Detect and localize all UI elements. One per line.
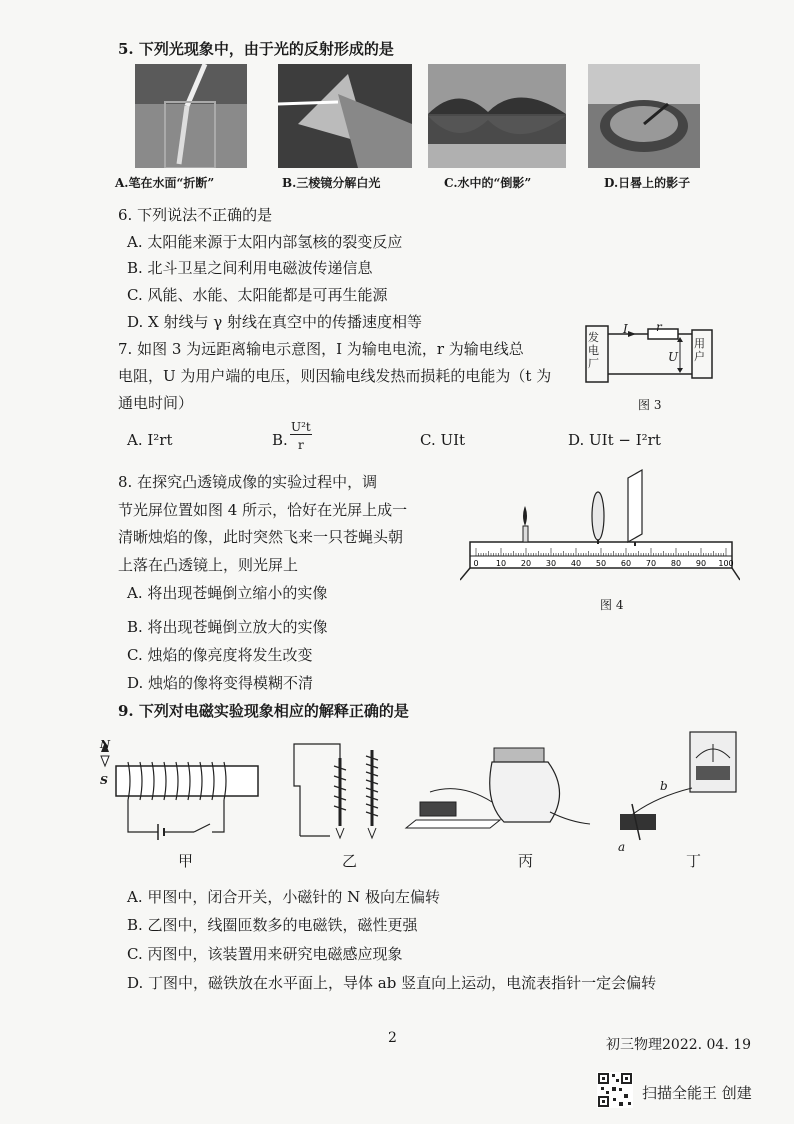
q9-option-c: C. 丙图中，该装置用来研究电磁感应现象 xyxy=(127,945,403,963)
q8-stem-line2: 节光屏位置如图 4 所示，恰好在光屏上成一 xyxy=(118,501,408,519)
scanner-watermark: 扫描全能王 创建 xyxy=(642,1084,752,1102)
qr-code-icon xyxy=(597,1072,633,1108)
q7-option-b-denominator: r xyxy=(298,438,304,452)
fig4-caption: 图 4 xyxy=(600,598,624,612)
ding-label-a: a xyxy=(618,840,626,854)
q8-stem-line3: 清晰烛焰的像，此时突然飞来一只苍蝇头朝 xyxy=(118,528,404,546)
q6-option-d: D. X 射线与 γ 射线在真空中的传播速度相等 xyxy=(127,313,422,331)
q6-stem: 6. 下列说法不正确的是 xyxy=(118,206,273,224)
fig9-label-bing: 丙 xyxy=(518,852,534,870)
q8-stem-line1: 8. 在探究凸透镜成像的实验过程中，调 xyxy=(118,473,378,491)
q8-option-c: C. 烛焰的像亮度将发生改变 xyxy=(127,646,313,664)
fig3-plant-label: 发电厂 xyxy=(588,331,599,370)
q6-option-a: A. 太阳能来源于太阳内部氢核的裂变反应 xyxy=(127,233,403,251)
q7-option-d: D. UIt − I²rt xyxy=(568,431,661,449)
fig3-user-label: 用户 xyxy=(694,337,705,363)
ding-label-b: b xyxy=(660,779,668,793)
q8-option-b: B. 将出现苍蝇倒立放大的实像 xyxy=(127,618,328,636)
q7-stem-line2: 电阻，U 为用户端的电压，则因输电线发热而损耗的电能为（t 为 xyxy=(118,367,552,385)
fig9-ding-galvanometer xyxy=(612,728,742,846)
page-number: 2 xyxy=(388,1030,397,1046)
photo-prism xyxy=(278,64,412,168)
q6-option-b: B. 北斗卫星之间利用电磁波传递信息 xyxy=(127,259,373,277)
q7-option-b-numerator: U²t xyxy=(291,420,311,434)
q7-stem-line1: 7. 如图 3 为远距离输电示意图，I 为输电电流，r 为输电线总 xyxy=(118,340,524,358)
fig9-label-jia: 甲 xyxy=(178,852,194,870)
q9-stem: 9. 下列对电磁实验现象相应的解释正确的是 xyxy=(118,702,409,720)
ruler-tick-label: 90 xyxy=(695,559,707,568)
reflection-illustration xyxy=(428,64,566,168)
figure-4-optical-bench xyxy=(460,466,740,586)
q9-option-d: D. 丁图中，磁铁放在水平面上，导体 ab 竖直向上运动，电流表指针一定会偏转 xyxy=(127,974,657,992)
q6-option-c: C. 风能、水能、太阳能都是可再生能源 xyxy=(127,286,388,304)
ruler-tick-label: 50 xyxy=(595,559,607,568)
fig9-yi-electromagnets xyxy=(290,736,400,846)
q5-option-b: B.三棱镜分解白光 xyxy=(282,176,381,190)
exam-tag: 初三物理2022. 04. 19 xyxy=(606,1037,752,1053)
ruler-tick-label: 70 xyxy=(645,559,657,568)
ruler-tick-label: 20 xyxy=(520,559,532,568)
ruler-tick-label: 10 xyxy=(495,559,507,568)
ruler-tick-label: 30 xyxy=(545,559,557,568)
prism-illustration xyxy=(278,64,412,168)
fig9-label-yi: 乙 xyxy=(342,852,358,870)
compass-s-label: S xyxy=(100,774,108,787)
q7-option-a: A. I²rt xyxy=(127,431,173,449)
ruler-tick-label: 0 xyxy=(473,559,479,568)
q5-option-d: D.日晷上的影子 xyxy=(604,176,691,190)
photo-reflection xyxy=(428,64,566,168)
q7-stem-line3: 通电时间） xyxy=(118,394,194,412)
compass-n-label: N xyxy=(100,738,111,751)
q5-option-a: A.笔在水面“折断” xyxy=(115,176,215,190)
q7-option-c: C. UIt xyxy=(420,431,466,449)
sundial-illustration xyxy=(588,64,700,168)
fig9-jia-solenoid xyxy=(98,736,268,846)
pencil-illustration xyxy=(135,64,247,168)
q5-option-c: C.水中的“倒影” xyxy=(444,176,532,190)
photo-sundial xyxy=(588,64,700,168)
q9-option-b: B. 乙图中，线圈匝数多的电磁铁，磁性更强 xyxy=(127,916,418,934)
ruler-tick-label: 40 xyxy=(570,559,582,568)
fig3-resistance-label: r xyxy=(656,320,662,334)
ruler-tick-label: 100 xyxy=(718,559,734,568)
q8-option-a: A. 将出现苍蝇倒立缩小的实像 xyxy=(127,584,328,602)
fig9-bing-apparatus xyxy=(400,742,600,846)
q5-stem: 5. 下列光现象中，由于光的反射形成的是 xyxy=(118,40,394,58)
photo-pencil-in-water xyxy=(135,64,247,168)
fig3-current-label: I xyxy=(623,322,628,336)
ruler-tick-label: 60 xyxy=(620,559,632,568)
ruler-tick-label: 80 xyxy=(670,559,682,568)
fig3-voltage-label: U xyxy=(668,350,679,364)
fig9-label-ding: 丁 xyxy=(686,852,702,870)
q9-option-a: A. 甲图中，闭合开关，小磁针的 N 极向左偏转 xyxy=(127,888,441,906)
q7-option-b-prefix: B. xyxy=(272,431,288,449)
q8-option-d: D. 烛焰的像将变得模糊不清 xyxy=(127,674,314,692)
q8-stem-line4: 上落在凸透镜上，则光屏上 xyxy=(118,556,299,574)
fig3-caption: 图 3 xyxy=(638,398,662,412)
